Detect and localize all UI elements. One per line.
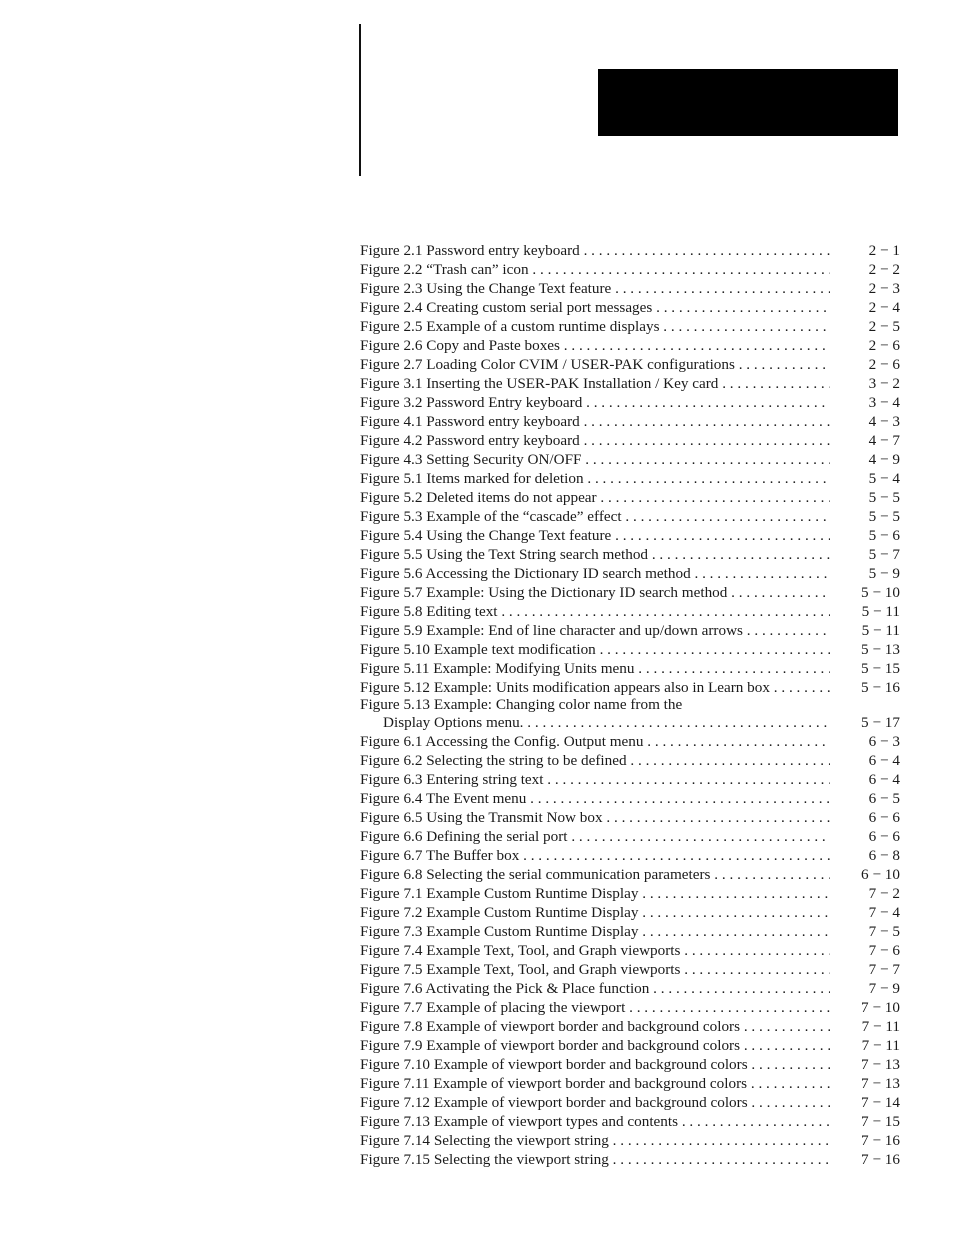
figure-entry[interactable] [360, 808, 900, 827]
figure-entry[interactable] [360, 659, 900, 678]
page-number: 6 − 6 [868, 828, 900, 845]
page-number: 7 − 10 [861, 999, 900, 1016]
figure-entry[interactable] [360, 1112, 900, 1131]
page-number: 6 − 3 [868, 733, 900, 750]
figure-entry[interactable] [360, 393, 900, 412]
figure-entry[interactable] [360, 469, 900, 488]
page-number: 2 − 6 [868, 356, 900, 373]
figure-title: Figure 6.8 Selecting the serial communication parameters . . . [360, 865, 830, 884]
figure-title: Figure 4.3 Setting Security ON/OFF . . . [360, 450, 830, 469]
figure-title: Figure 7.14 Selecting the viewport string . . . [360, 1131, 830, 1150]
figure-entry[interactable] [360, 488, 900, 507]
figure-title: Figure 7.5 Example Text, Tool, and Graph viewports . . . [360, 960, 830, 979]
figure-title: Figure 7.2 Example Custom Runtime Display . . . [360, 903, 830, 922]
figure-title: Figure 4.1 Password entry keyboard . . . [360, 412, 830, 431]
figure-title: Figure 5.9 Example: End of line character and up/down arrows . . . [360, 621, 830, 640]
figure-title: Figure 5.3 Example of the “cascade” effect . . . [360, 507, 830, 526]
figure-entry[interactable] [360, 865, 900, 884]
figure-entry[interactable] [360, 450, 900, 469]
figure-entry[interactable] [360, 846, 900, 865]
figure-title: Figure 6.4 The Event menu . . . [360, 789, 830, 808]
figure-entry[interactable] [360, 336, 900, 355]
figure-entry[interactable] [360, 526, 900, 545]
figure-title [360, 697, 830, 732]
figure-entry[interactable] [360, 545, 900, 564]
figure-title: Figure 5.1 Items marked for deletion . . . [360, 469, 830, 488]
figure-entry[interactable] [360, 317, 900, 336]
page-number: 2 − 1 [868, 242, 900, 259]
page-number: 5 − 9 [868, 565, 900, 582]
page-number: 5 − 7 [868, 546, 900, 563]
figure-entry[interactable] [360, 998, 900, 1017]
figure-title: Figure 6.2 Selecting the string to be defined . . . [360, 751, 830, 770]
page-number: 5 − 6 [868, 527, 900, 544]
figure-entry[interactable] [360, 260, 900, 279]
page-number: 2 − 2 [868, 261, 900, 278]
figure-entry[interactable] [360, 1150, 900, 1169]
page-number: 5 − 11 [861, 622, 900, 639]
page-number: 7 − 13 [861, 1075, 900, 1092]
page-number: 7 − 16 [861, 1151, 900, 1168]
page-number: 4 − 9 [868, 451, 900, 468]
page-number: 7 − 15 [861, 1113, 900, 1130]
figure-entry[interactable] [360, 412, 900, 431]
page-number: 5 − 5 [868, 489, 900, 506]
figure-entry[interactable] [360, 1017, 900, 1036]
figure-title: Figure 6.7 The Buffer box . . . [360, 846, 830, 865]
figure-title: Figure 7.8 Example of viewport border and background colors . . . [360, 1017, 830, 1036]
figure-title: Figure 2.2 “Trash can” icon . . . [360, 260, 830, 279]
figure-title: Figure 2.4 Creating custom serial port messages . . . [360, 298, 830, 317]
figure-title: Figure 5.10 Example text modification . . . [360, 640, 830, 659]
figure-title-line-1: Figure 5.13 Example: Changing color name from the [360, 697, 683, 713]
figure-entry[interactable] [360, 903, 900, 922]
figure-title: Figure 6.3 Entering string text . . . [360, 770, 830, 789]
page-number: 5 − 17 [861, 714, 900, 731]
page-number: 7 − 7 [868, 961, 900, 978]
figure-entry[interactable] [360, 697, 900, 732]
page-number: 6 − 4 [868, 771, 900, 788]
page-number: 7 − 6 [868, 942, 900, 959]
page-number: 5 − 11 [861, 603, 900, 620]
figure-entry[interactable] [360, 1093, 900, 1112]
figure-entry[interactable] [360, 602, 900, 621]
figure-title: Figure 5.7 Example: Using the Dictionary ID search method . . . [360, 583, 830, 602]
page-number: 7 − 14 [861, 1094, 900, 1111]
page-number: 7 − 4 [868, 904, 900, 921]
figure-entry[interactable] [360, 507, 900, 526]
vertical-rule [359, 24, 361, 176]
figure-entry[interactable] [360, 678, 900, 697]
page-number: 4 − 7 [868, 432, 900, 449]
figure-entry[interactable] [360, 1055, 900, 1074]
figure-title: Figure 2.7 Loading Color CVIM / USER-PAK configurations . . . [360, 355, 830, 374]
page-number: 5 − 4 [868, 470, 900, 487]
page-number: 5 − 5 [868, 508, 900, 525]
figure-title: Figure 5.5 Using the Text String search method . . . [360, 545, 830, 564]
page-number: 7 − 2 [868, 885, 900, 902]
figure-entry[interactable] [360, 979, 900, 998]
figure-title: Figure 2.6 Copy and Paste boxes . . . [360, 336, 830, 355]
page-number: 5 − 16 [861, 679, 900, 696]
page-number: 7 − 16 [861, 1132, 900, 1149]
figure-title: Figure 5.8 Editing text . . . [360, 602, 830, 621]
figure-entry[interactable] [360, 884, 900, 903]
figure-title: Figure 7.9 Example of viewport border and background colors . . . [360, 1036, 830, 1055]
figure-title: Figure 3.1 Inserting the USER-PAK Installation / Key card . . . [360, 374, 830, 393]
figure-title: Figure 6.1 Accessing the Config. Output menu . . . [360, 732, 830, 751]
figure-entry[interactable] [360, 770, 900, 789]
page-number: 3 − 4 [868, 394, 900, 411]
figure-title: Figure 7.12 Example of viewport border and background colors . . . [360, 1093, 830, 1112]
page-number: 4 − 3 [868, 413, 900, 430]
page-number: 6 − 10 [861, 866, 900, 883]
page-number: 5 − 10 [861, 584, 900, 601]
page-number: 7 − 13 [861, 1056, 900, 1073]
figure-entry[interactable] [360, 355, 900, 374]
figure-entry[interactable] [360, 941, 900, 960]
page-number: 5 − 13 [861, 641, 900, 658]
figure-title: Figure 6.5 Using the Transmit Now box . . . [360, 808, 830, 827]
figure-entry[interactable] [360, 751, 900, 770]
figure-title: Figure 2.3 Using the Change Text feature . . . [360, 279, 830, 298]
page-number: 7 − 11 [861, 1018, 900, 1035]
page-number: 2 − 4 [868, 299, 900, 316]
page-number: 3 − 2 [868, 375, 900, 392]
chapter-tab-block [598, 69, 898, 136]
page-number: 6 − 8 [868, 847, 900, 864]
figure-entry[interactable] [360, 640, 900, 659]
figure-entry[interactable] [360, 564, 900, 583]
figure-title: Figure 5.2 Deleted items do not appear . . . [360, 488, 830, 507]
figure-entry[interactable] [360, 1074, 900, 1093]
figure-title: Figure 3.2 Password Entry keyboard . . . [360, 393, 830, 412]
figure-entry[interactable] [360, 241, 900, 260]
figure-title-line-2: Display Options menu. . . . [360, 713, 830, 732]
page-number: 6 − 6 [868, 809, 900, 826]
page-number: 6 − 5 [868, 790, 900, 807]
figure-entry[interactable] [360, 827, 900, 846]
figure-title: Figure 5.6 Accessing the Dictionary ID search method . . . [360, 564, 830, 583]
figure-title: Figure 5.11 Example: Modifying Units menu . . . [360, 659, 830, 678]
figure-entry[interactable] [360, 1131, 900, 1150]
figure-title: Figure 6.6 Defining the serial port . . . [360, 827, 830, 846]
page-number: 6 − 4 [868, 752, 900, 769]
figure-title: Figure 5.12 Example: Units modification appears also in Learn box . . . [360, 678, 830, 697]
list-of-figures [360, 241, 900, 1169]
figure-entry[interactable] [360, 298, 900, 317]
figure-title: Figure 7.15 Selecting the viewport string . . . [360, 1150, 830, 1169]
figure-title: Figure 7.7 Example of placing the viewport . . . [360, 998, 830, 1017]
figure-title: Figure 4.2 Password entry keyboard . . . [360, 431, 830, 450]
figure-entry[interactable] [360, 374, 900, 393]
figure-entry[interactable] [360, 621, 900, 640]
page-number: 2 − 6 [868, 337, 900, 354]
figure-title: Figure 7.10 Example of viewport border and background colors . . . [360, 1055, 830, 1074]
page-number: 5 − 15 [861, 660, 900, 677]
page-number: 2 − 5 [868, 318, 900, 335]
figure-title: Figure 7.11 Example of viewport border and background colors . . . [360, 1074, 830, 1093]
figure-title: Figure 2.1 Password entry keyboard . . . [360, 241, 830, 260]
figure-entry[interactable] [360, 1036, 900, 1055]
figure-title: Figure 7.1 Example Custom Runtime Display . . . [360, 884, 830, 903]
figure-entry[interactable] [360, 279, 900, 298]
page-number: 7 − 11 [861, 1037, 900, 1054]
page-number: 7 − 5 [868, 923, 900, 940]
figure-entry[interactable] [360, 732, 900, 751]
figure-title: Figure 7.13 Example of viewport types and contents . . . [360, 1112, 830, 1131]
figure-title: Figure 7.6 Activating the Pick & Place function . . . [360, 979, 830, 998]
figure-title: Figure 7.3 Example Custom Runtime Display . . . [360, 922, 830, 941]
figure-title: Figure 2.5 Example of a custom runtime displays . . . [360, 317, 830, 336]
figure-entry[interactable] [360, 431, 900, 450]
figure-entry[interactable] [360, 583, 900, 602]
page-number: 7 − 9 [868, 980, 900, 997]
figure-title: Figure 5.4 Using the Change Text feature . . . [360, 526, 830, 545]
figure-title: Figure 7.4 Example Text, Tool, and Graph viewports . . . [360, 941, 830, 960]
page-number: 2 − 3 [868, 280, 900, 297]
figure-entry[interactable] [360, 960, 900, 979]
figure-entry[interactable] [360, 789, 900, 808]
figure-entry[interactable] [360, 922, 900, 941]
